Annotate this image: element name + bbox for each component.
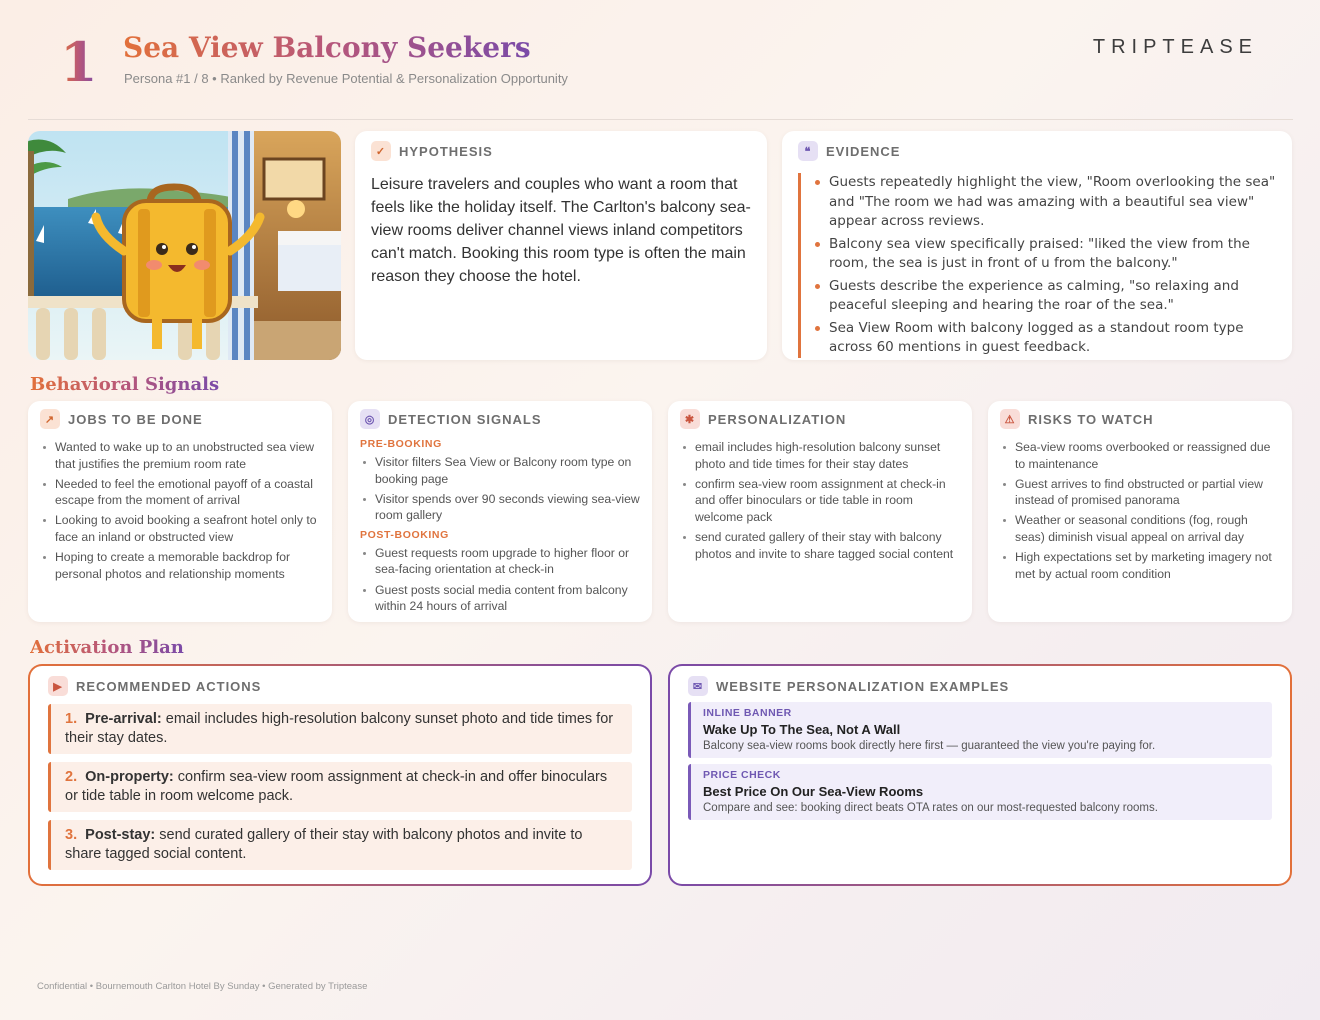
page-subtitle: Persona #1 / 8 • Ranked by Revenue Potential & Personalization Opportunity bbox=[124, 71, 568, 86]
play-icon: ▶ bbox=[48, 676, 68, 696]
web-example-headline: Wake Up To The Sea, Not A Wall bbox=[703, 722, 901, 737]
sparkle-icon: ✱ bbox=[680, 409, 700, 429]
list-item: Guest posts social media content from balcony within 24 hours of arrival bbox=[360, 582, 640, 615]
header-divider bbox=[28, 119, 1293, 120]
web-example-desc: Balcony sea-view rooms book directly here first — guaranteed the view you're paying for. bbox=[703, 740, 1156, 752]
web-example-headline: Best Price On Our Sea-View Rooms bbox=[703, 784, 924, 799]
website-personalization-card bbox=[668, 664, 1292, 886]
web-label: WEBSITE PERSONALIZATION EXAMPLES bbox=[716, 678, 1010, 694]
action-item bbox=[48, 704, 632, 754]
action-number: 2. bbox=[65, 769, 78, 785]
evidence-item: Balcony sea view specifically praised: "liked the view from the room, the sea is just in front of u from the balcony." bbox=[815, 235, 1276, 274]
actions-header bbox=[48, 676, 632, 696]
personalization-header bbox=[680, 409, 960, 429]
web-example-tag: INLINE BANNER bbox=[703, 707, 792, 719]
page-title: Sea View Balcony Seekers bbox=[123, 31, 531, 64]
pre-booking-list bbox=[360, 454, 640, 524]
target-icon: ◎ bbox=[360, 409, 380, 429]
list-item: send curated gallery of their stay with balcony photos and invite to share tagged social content bbox=[680, 529, 960, 562]
list-item: Looking to avoid booking a seafront hotel only to face an inland or obstructed view bbox=[40, 512, 320, 545]
list-item: Wanted to wake up to an unobstructed sea view that justifies the premium room rate bbox=[40, 439, 320, 472]
hypothesis-card bbox=[355, 131, 767, 360]
evidence-header bbox=[798, 141, 1276, 161]
action-label: Pre-arrival: bbox=[85, 711, 162, 727]
list-item: Hoping to create a memorable backdrop for personal photos and relationship moments bbox=[40, 549, 320, 582]
evidence-item: Guests describe the experience as calming, "so relaxing and peaceful sleeping and hearing the roar of the sea." bbox=[815, 277, 1276, 316]
jobs-label: JOBS TO BE DONE bbox=[68, 411, 203, 427]
hypothesis-text: Leisure travelers and couples who want a room that feels like the holiday itself. The Carlton's balcony sea-view rooms deliver channel views inland competitors can't match. Booking this room type is often the main reason they choose the hotel. bbox=[371, 176, 751, 285]
risks-list bbox=[1000, 439, 1280, 582]
list-item: High expectations set by marketing imagery not met by actual room condition bbox=[1000, 549, 1280, 582]
web-example bbox=[688, 702, 1272, 758]
list-item: Sea-view rooms overbooked or reassigned due to maintenance bbox=[1000, 439, 1280, 472]
jobs-list bbox=[40, 439, 320, 582]
actions-label: RECOMMENDED ACTIONS bbox=[76, 678, 262, 694]
quote-icon: ❝ bbox=[798, 141, 818, 161]
warning-icon: ⚠ bbox=[1000, 409, 1020, 429]
list-item: Weather or seasonal conditions (fog, rough seas) diminish visual appeal on arrival day bbox=[1000, 512, 1280, 545]
list-item: Visitor spends over 90 seconds viewing sea-view room gallery bbox=[360, 491, 640, 524]
detection-header bbox=[360, 409, 640, 429]
evidence-item: Guests repeatedly highlight the view, "Room overlooking the sea" and "The room we had was amazing with a beautiful sea view" appear across reviews. bbox=[815, 173, 1276, 232]
risks-header bbox=[1000, 409, 1280, 429]
evidence-item: Sea View Room with balcony logged as a standout room type across 60 mentions in guest feedback. bbox=[815, 319, 1276, 358]
action-text: email includes high-resolution balcony sunset photo and tide times for their stay dates. bbox=[65, 711, 614, 746]
list-item: Needed to feel the emotional payoff of a coastal escape from the moment of arrival bbox=[40, 476, 320, 509]
hypothesis-header bbox=[371, 141, 751, 161]
pre-booking-label: PRE-BOOKING bbox=[360, 438, 442, 450]
web-example-desc: Compare and see: booking direct beats OTA rates on our most-requested balcony rooms. bbox=[703, 802, 1158, 814]
persona-number: 1 bbox=[60, 30, 98, 94]
footer: Confidential • Bournemouth Carlton Hotel By Sunday • Generated by Triptease bbox=[37, 981, 368, 992]
arrow-up-right-icon: ↗ bbox=[40, 409, 60, 429]
persona-illustration bbox=[28, 131, 341, 360]
brand-logo: TRIPTEASE bbox=[1092, 36, 1258, 58]
list-item: Guest requests room upgrade to higher floor or sea-facing orientation at check-in bbox=[360, 545, 640, 578]
list-item: email includes high-resolution balcony sunset photo and tide times for their stay dates bbox=[680, 439, 960, 472]
action-number: 1. bbox=[65, 711, 78, 727]
web-example-tag: PRICE CHECK bbox=[703, 769, 781, 781]
personalization-list bbox=[680, 439, 960, 562]
hypothesis-label: HYPOTHESIS bbox=[399, 143, 493, 159]
recommended-actions-card bbox=[28, 664, 652, 886]
jobs-header bbox=[40, 409, 320, 429]
action-number: 3. bbox=[65, 827, 78, 843]
detection-signals-card bbox=[348, 401, 652, 622]
evidence-label: EVIDENCE bbox=[826, 143, 901, 159]
activation-plan-title: Activation Plan bbox=[30, 637, 184, 658]
action-text: send curated gallery of their stay with balcony photos and invite to share tagged social content. bbox=[65, 827, 583, 862]
web-header bbox=[688, 676, 1272, 696]
action-label: Post-stay: bbox=[85, 827, 156, 843]
list-item: confirm sea-view room assignment at check-in and offer binoculars or tide table in room welcome pack bbox=[680, 476, 960, 526]
detection-label: DETECTION SIGNALS bbox=[388, 411, 542, 427]
envelope-icon: ✉ bbox=[688, 676, 708, 696]
jobs-to-be-done-card bbox=[28, 401, 332, 622]
personalization-card bbox=[668, 401, 972, 622]
web-example bbox=[688, 764, 1272, 820]
check-icon: ✓ bbox=[371, 141, 391, 161]
behavioral-signals-title: Behavioral Signals bbox=[30, 374, 220, 395]
risks-label: RISKS TO WATCH bbox=[1028, 411, 1154, 427]
post-booking-label: POST-BOOKING bbox=[360, 528, 449, 541]
action-item bbox=[48, 762, 632, 812]
action-item bbox=[48, 820, 632, 870]
list-item: Visitor filters Sea View or Balcony room type on booking page bbox=[360, 454, 640, 487]
evidence-list bbox=[798, 173, 1276, 358]
list-item: Guest arrives to find obstructed or partial view instead of promised panorama bbox=[1000, 476, 1280, 509]
post-booking-list bbox=[360, 545, 640, 615]
action-label: On-property: bbox=[85, 769, 174, 785]
evidence-card bbox=[782, 131, 1292, 360]
action-text: confirm sea-view room assignment at check-in and offer binoculars or tide table in room welcome pack. bbox=[65, 769, 608, 804]
risks-to-watch-card bbox=[988, 401, 1292, 622]
personalization-label: PERSONALIZATION bbox=[708, 411, 847, 427]
